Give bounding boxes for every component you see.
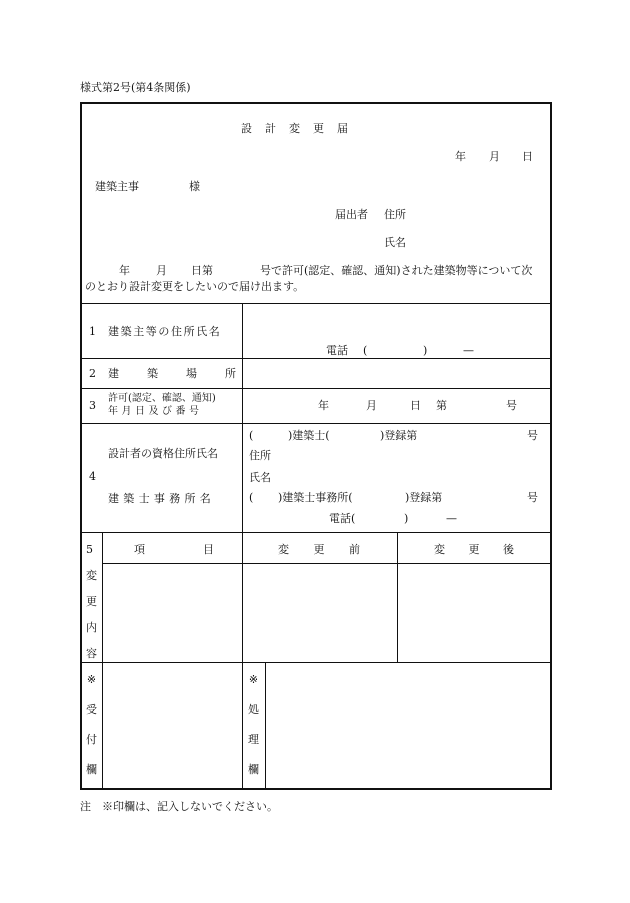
row5-side-char: 内 (86, 621, 97, 634)
rule-boxes-divider (242, 662, 243, 790)
rule-label-divider (242, 303, 243, 662)
applicant-label: 届出者 (335, 208, 368, 221)
body-day: 日第 (191, 264, 213, 277)
rule-row5-bottom (80, 662, 552, 663)
rule-row4-bottom (80, 532, 552, 533)
processing-box-char: 処 (248, 703, 259, 716)
row2-label (108, 368, 236, 379)
row1-number: 1 (89, 325, 96, 338)
row5-col-item-char: 項 (134, 543, 145, 556)
rule-row3-bottom (80, 423, 552, 424)
row3-label-line2: 年月日及び番号 (108, 406, 203, 417)
processing-box-char: 欄 (248, 763, 259, 776)
row5-col-before-char: 更 (313, 543, 325, 556)
row4-label-1: 設計者の資格住所氏名 (108, 447, 218, 460)
applicant-name-label: 氏名 (384, 236, 406, 249)
row1-tel-label: 電話 (326, 344, 348, 357)
rule-row5-side-divider (102, 532, 103, 662)
row4-line4-go: 号 (527, 491, 538, 504)
row5-side-label (85, 570, 98, 674)
reception-box-char: 欄 (86, 763, 97, 776)
row5-col-item (134, 544, 214, 555)
row1-tel-dash: — (463, 344, 474, 357)
row4-line1-architect: )建築士( (288, 429, 330, 442)
form-title: 設 計 変 更 届 (241, 122, 349, 135)
row3-month: 月 (366, 399, 377, 412)
row4-tel-close: ) (404, 512, 409, 525)
row3-label-line1: 許可(認定、確認、通知) (108, 393, 216, 404)
body-line1: 号で許可(認定、確認、通知)された建築物等について次 (260, 264, 533, 277)
row3-number: 3 (89, 399, 96, 412)
rule-row5-header-bottom (102, 563, 552, 564)
row1-tel-close: ) (423, 344, 428, 357)
row3-go: 号 (506, 399, 517, 412)
row2-label-char: 築 (147, 367, 158, 380)
row2-label-char: 所 (225, 367, 236, 380)
row3-day: 日 (410, 399, 421, 412)
row4-number: 4 (89, 470, 96, 483)
row4-line1-registration: )登録第 (380, 429, 418, 442)
row5-col-after (434, 544, 514, 555)
reception-box-char: ※ (86, 673, 97, 686)
reception-box-char: 受 (86, 703, 97, 716)
rule-row2-bottom (80, 388, 552, 389)
rule-processing-divider (265, 662, 266, 790)
row1-tel-open: ( (363, 344, 368, 357)
form-frame (80, 102, 552, 790)
row4-line1-open: ( (249, 429, 254, 442)
body-year: 年 (119, 264, 130, 277)
row5-side-char: 変 (86, 569, 97, 582)
row4-line4-office: )建築士事務所( (278, 491, 353, 504)
rule-reception-divider (102, 662, 103, 790)
rule-header-bottom (80, 303, 552, 304)
row5-col-before-char: 前 (349, 543, 360, 556)
row3-dai: 第 (436, 399, 447, 412)
addressee-honorific: 様 (189, 180, 200, 193)
row5-col-after-char: 更 (468, 543, 480, 556)
row2-label-char: 建 (108, 367, 119, 380)
reception-box-label (85, 674, 98, 794)
date-day: 日 (522, 150, 533, 163)
body-line2: のとおり設計変更をしたいので届け出ます。 (85, 280, 305, 293)
rule-before-after-divider (397, 532, 398, 662)
processing-box-char: ※ (248, 673, 259, 686)
row5-col-after-char: 変 (434, 543, 445, 556)
row4-name-label: 氏名 (249, 471, 271, 484)
footer-note: 注 ※印欄は、記入しないでください。 (80, 800, 278, 813)
row2-label-char: 場 (186, 367, 197, 380)
row3-year: 年 (318, 399, 329, 412)
date-month: 月 (489, 150, 500, 163)
row4-tel-dash: — (446, 512, 457, 525)
row4-line1-go: 号 (527, 429, 538, 442)
row5-col-after-char: 後 (503, 543, 514, 556)
row5-col-before (278, 544, 360, 555)
row4-label-2: 建築士事務所名 (108, 492, 216, 505)
row1-label: 建築主等の住所氏名 (108, 325, 222, 338)
row4-line4-open: ( (249, 491, 254, 504)
row4-tel-label: 電話( (329, 512, 356, 525)
row2-number: 2 (89, 367, 96, 380)
applicant-address-label: 住所 (384, 208, 406, 221)
processing-box-label (247, 674, 260, 794)
row4-line4-registration: )登録第 (405, 491, 443, 504)
form-number: 様式第2号(第4条関係) (80, 81, 191, 94)
row5-col-before-char: 変 (278, 543, 289, 556)
date-year: 年 (455, 150, 466, 163)
row5-col-item-char: 目 (203, 543, 214, 556)
rule-row1-bottom (80, 358, 552, 359)
processing-box-char: 理 (248, 733, 259, 746)
body-month: 月 (156, 264, 167, 277)
row4-address-label: 住所 (249, 449, 271, 462)
addressee: 建築主事 (95, 180, 139, 193)
reception-box-char: 付 (86, 733, 97, 746)
row5-number: 5 (86, 543, 93, 556)
row5-side-char: 更 (86, 595, 97, 608)
row5-side-char: 容 (86, 647, 97, 660)
